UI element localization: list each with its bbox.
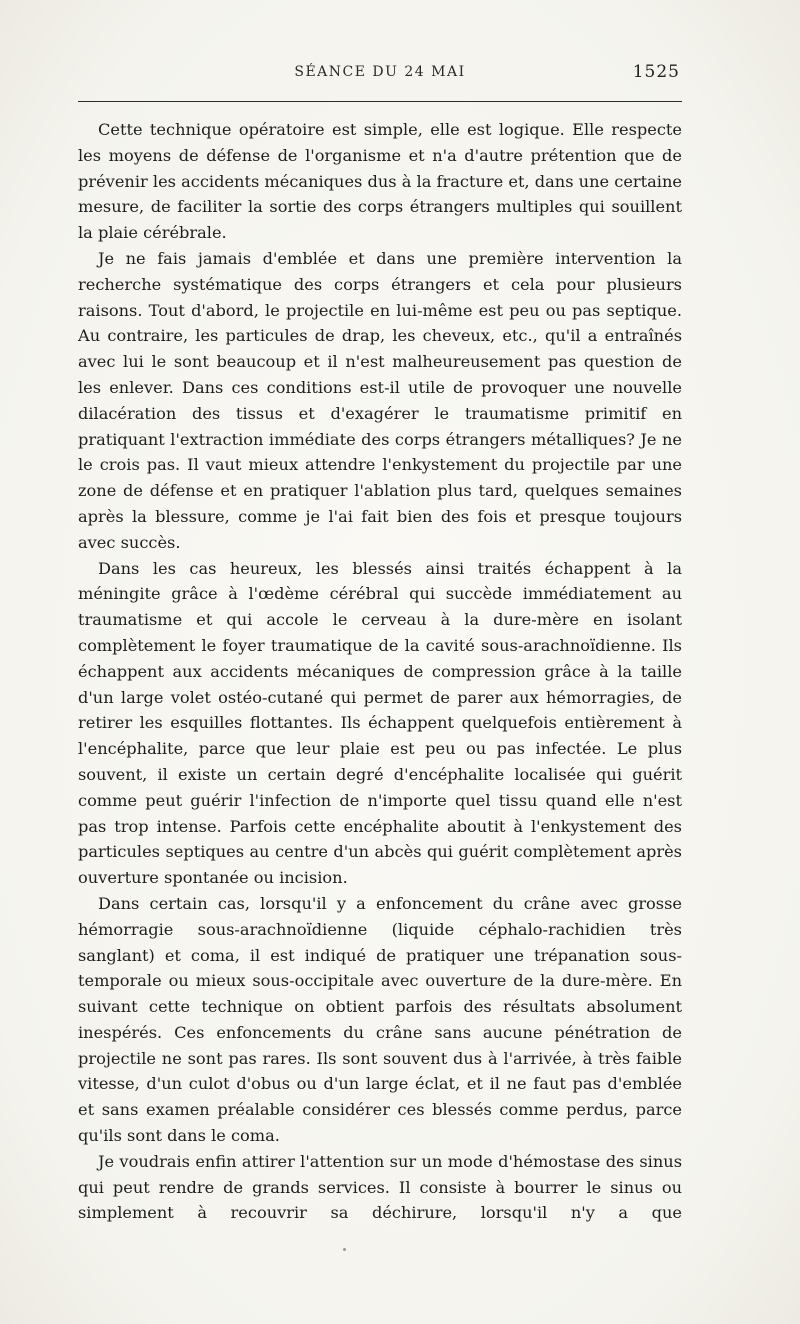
page-speck bbox=[343, 1248, 346, 1251]
paragraph-4: Dans certain cas, lorsqu'il y a enfoncement du crâne avec grosse hémorragie sous-arachnoïdienne (liquide céphalo-rachidien très sanglant) et coma, il est indiqué de pratiquer une trépanation sous-temporale ou mieux sous-occipitale avec ouverture de la dure-mère. En suivant cette technique on obtient parfois des résultats absolument inespérés. Ces enfoncements du crâne sans aucune pénétration de projectile ne sont pas rares. Ils sont souvent dus à l'arrivée, à très faible vitesse, d'un culot d'obus ou d'un large éclat, et il ne faut pas d'emblée et sans examen préalable considérer ces blessés comme perdus, parce qu'ils sont dans le coma. bbox=[78, 893, 682, 1146]
header-rule bbox=[78, 101, 682, 102]
running-title: SÉANCE DU 24 MAI bbox=[294, 64, 466, 80]
paragraph-5: Je voudrais enfin attirer l'attention sur un mode d'hémostase des sinus qui peut rendre de grands services. Il consiste à bourrer le sinus ou simplement à recouvrir sa déchirure, lorsqu'il n'y a que bbox=[78, 1151, 682, 1223]
paragraph-3: Dans les cas heureux, les blessés ainsi traités échappent à la méningite grâce à l'œdème cérébral qui succède immédiatement au traumatisme et qui accole le cerveau à la dure-mère en isolant complètement le foyer traumatique de la cavité sous-arachnoïdienne. Ils échappent aux accidents mécaniques de compression grâce à la taille d'un large volet ostéo-cutané qui permet de parer aux hémorragies, de retirer les esquilles flottantes. Ils échappent quelquefois entièrement à l'encéphalite, parce que leur plaie est peu ou pas infectée. Le plus souvent, il existe un certain degré d'encéphalite localisée qui guérit comme peut guérir l'infection de n'importe quel tissu quand elle n'est pas trop intense. Parfois cette encéphalite aboutit à l'enkystement des particules septiques au centre d'un abcès qui guérit complètement après ouverture spontanée ou incision. bbox=[78, 558, 682, 888]
page-header bbox=[78, 62, 682, 88]
paragraph-2: Je ne fais jamais d'emblée et dans une première intervention la recherche systématique des corps étrangers et cela pour plusieurs raisons. Tout d'abord, le projectile en lui-même est peu ou pas septique. Au contraire, les particules de drap, les cheveux, etc., qu'il a entraînés avec lui le sont beaucoup et il n'est malheureusement pas question de les enlever. Dans ces conditions est-il utile de provoquer une nouvelle dilacération des tissus et d'exagérer le traumatisme primitif en pratiquant l'extraction immédiate des corps étrangers métalliques? Je ne le crois pas. Il vaut mieux attendre l'enkystement du projectile par une zone de défense et en pratiquer l'ablation plus tard, quelques semaines après la blessure, comme je l'ai fait bien des fois et presque toujours avec succès. bbox=[78, 248, 682, 552]
paragraph-1: Cette technique opératoire est simple, elle est logique. Elle respecte les moyens de défense de l'organisme et n'a d'autre prétention que de prévenir les accidents mécaniques dus à la fracture et, dans une certaine mesure, de faciliter la sortie des corps étrangers multiples qui souillent la plaie cérébrale. bbox=[78, 120, 682, 243]
page-number: 1525 bbox=[632, 62, 680, 82]
body-text bbox=[78, 117, 682, 1226]
